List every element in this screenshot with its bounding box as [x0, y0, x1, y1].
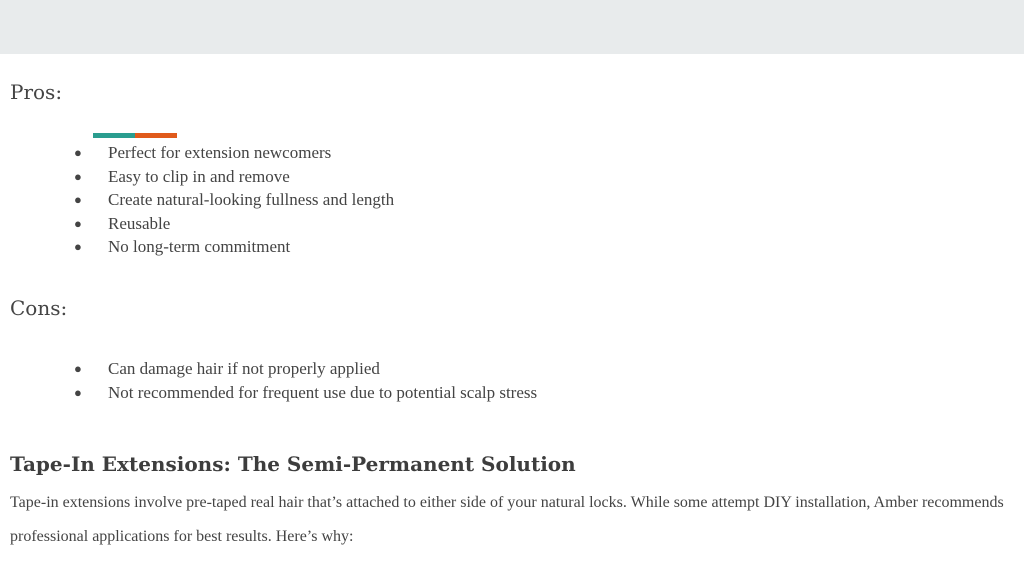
header-band [0, 0, 1024, 54]
section-heading: Tape-In Extensions: The Semi-Permanent Solution [10, 452, 576, 476]
bullet-icon: ● [74, 192, 82, 207]
bullet-icon: ● [74, 361, 82, 376]
bullet-icon: ● [74, 384, 82, 400]
accent-divider [93, 133, 177, 138]
accent-divider-orange [135, 133, 177, 138]
accent-divider-teal [93, 133, 135, 138]
bullet-icon: ● [74, 168, 82, 184]
bullet-icon: ● [74, 145, 82, 160]
pros-label: Pros: [10, 80, 63, 104]
cons-label: Cons: [10, 296, 68, 320]
bullet-icon: ● [74, 215, 82, 231]
bullet-icon: ● [74, 239, 82, 254]
section-paragraph: Tape-in extensions involve pre-taped real hair that’s attached to either side of your natural locks. While some attempt DIY installation, Amber recommends professional applications for best results. Here’s why: [10, 494, 1004, 545]
